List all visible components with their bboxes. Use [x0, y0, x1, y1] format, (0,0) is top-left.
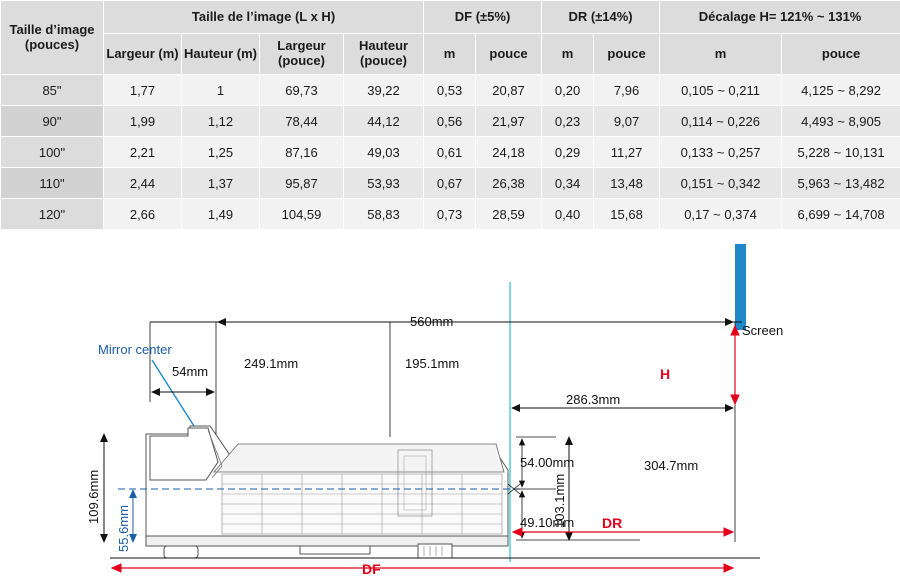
cell-width-inch: 104,59 [260, 199, 344, 230]
cell-height-inch: 39,22 [344, 75, 424, 106]
projector-body [146, 426, 508, 558]
header-df-m: m [424, 34, 476, 75]
cell-df-m: 0,53 [424, 75, 476, 106]
header-dr-inch: pouce [594, 34, 660, 75]
cell-df-inch: 21,97 [476, 106, 542, 137]
cell-df-inch: 24,18 [476, 137, 542, 168]
dim-109-label: 109.6mm [86, 469, 101, 524]
dim-df-label: DF [362, 561, 381, 577]
table-body [1, 75, 900, 230]
cell-width-inch: 69,73 [260, 75, 344, 106]
cell-offset-inch: 5,963 ~ 13,482 [782, 168, 900, 199]
cell-width-inch: 78,44 [260, 106, 344, 137]
dim-dr-label: DR [602, 515, 623, 531]
cell-offset-inch: 4,125 ~ 8,292 [782, 75, 900, 106]
cell-offset-m: 0,114 ~ 0,226 [660, 106, 782, 137]
cell-width-inch: 95,87 [260, 168, 344, 199]
header-height-inch: Hauteur (pouce) [344, 34, 424, 75]
cell-dr-m: 0,40 [542, 199, 594, 230]
cell-height-m: 1,25 [182, 137, 260, 168]
cell-offset-m: 0,105 ~ 0,211 [660, 75, 782, 106]
cell-dr-inch: 11,27 [594, 137, 660, 168]
header-height-m: Hauteur (m) [182, 34, 260, 75]
cell-size: 120" [1, 199, 104, 230]
specification-table-container [0, 0, 900, 230]
projector-throw-diagram [0, 222, 900, 578]
cell-size: 100" [1, 137, 104, 168]
dim-h-label: H [660, 366, 671, 382]
cell-width-inch: 87,16 [260, 137, 344, 168]
header-df-inch: pouce [476, 34, 542, 75]
specification-table [0, 0, 900, 230]
header-offset-m: m [660, 34, 782, 75]
header-offset-inch: pouce [782, 34, 900, 75]
cell-df-m: 0,73 [424, 199, 476, 230]
cell-offset-inch: 6,699 ~ 14,708 [782, 199, 900, 230]
dim-55-label: 55.6mm [116, 505, 131, 552]
cell-offset-m: 0,151 ~ 0,342 [660, 168, 782, 199]
dim-560-label: 560mm [410, 314, 454, 329]
table-row [1, 106, 900, 137]
cell-height-m: 1 [182, 75, 260, 106]
cell-width-m: 2,66 [104, 199, 182, 230]
table-header-row-1 [1, 1, 900, 34]
cell-dr-m: 0,20 [542, 75, 594, 106]
cell-offset-m: 0,17 ~ 0,374 [660, 199, 782, 230]
cell-dr-inch: 13,48 [594, 168, 660, 199]
cell-df-inch: 26,38 [476, 168, 542, 199]
header-dr: DR (±14%) [542, 1, 660, 34]
cell-dr-m: 0,23 [542, 106, 594, 137]
header-width-m: Largeur (m) [104, 34, 182, 75]
dim-49-10-label: 49.10mm [520, 515, 575, 530]
cell-width-m: 2,21 [104, 137, 182, 168]
cell-dr-m: 0,34 [542, 168, 594, 199]
cell-dr-m: 0,29 [542, 137, 594, 168]
cell-height-m: 1,12 [182, 106, 260, 137]
table-header-row-2 [1, 34, 900, 75]
dim-54-label: 54mm [172, 364, 209, 379]
cell-df-inch: 20,87 [476, 75, 542, 106]
cell-width-m: 1,77 [104, 75, 182, 106]
header-image-dimensions: Taille de l’image (L x H) [104, 1, 424, 34]
header-df: DF (±5%) [424, 1, 542, 34]
dim-103-label: 103.1mm [552, 473, 567, 528]
header-dr-m: m [542, 34, 594, 75]
cell-height-inch: 58,83 [344, 199, 424, 230]
header-offset: Décalage H= 121% ~ 131% [660, 1, 900, 34]
mirror-center-label: Mirror center [98, 342, 172, 357]
table-row [1, 168, 900, 199]
cell-df-inch: 28,59 [476, 199, 542, 230]
cell-width-m: 2,44 [104, 168, 182, 199]
cell-offset-inch: 5,228 ~ 10,131 [782, 137, 900, 168]
cell-df-m: 0,56 [424, 106, 476, 137]
cell-offset-m: 0,133 ~ 0,257 [660, 137, 782, 168]
cell-height-inch: 44,12 [344, 106, 424, 137]
cell-height-m: 1,49 [182, 199, 260, 230]
screen-label: Screen [742, 323, 784, 338]
cell-offset-inch: 4,493 ~ 8,905 [782, 106, 900, 137]
cell-size: 90" [1, 106, 104, 137]
dim-286-label: 286.3mm [566, 392, 621, 407]
cell-size: 110" [1, 168, 104, 199]
dim-249-label: 249.1mm [244, 356, 299, 371]
table-row [1, 137, 900, 168]
cell-width-m: 1,99 [104, 106, 182, 137]
cell-size: 85" [1, 75, 104, 106]
cell-df-m: 0,67 [424, 168, 476, 199]
cell-height-inch: 53,93 [344, 168, 424, 199]
table-row [1, 75, 900, 106]
cell-height-m: 1,37 [182, 168, 260, 199]
cell-dr-inch: 7,96 [594, 75, 660, 106]
cell-dr-inch: 9,07 [594, 106, 660, 137]
dim-195-label: 195.1mm [405, 356, 460, 371]
header-width-inch: Largeur (pouce) [260, 34, 344, 75]
dim-54-00-label: 54.00mm [520, 455, 575, 470]
screen-bar [735, 244, 746, 330]
cell-height-inch: 49,03 [344, 137, 424, 168]
cell-df-m: 0,61 [424, 137, 476, 168]
header-image-size: Taille d’image (pouces) [1, 1, 104, 75]
dim-304-label: 304.7mm [644, 458, 699, 473]
table-header [1, 1, 900, 75]
cell-dr-inch: 15,68 [594, 199, 660, 230]
